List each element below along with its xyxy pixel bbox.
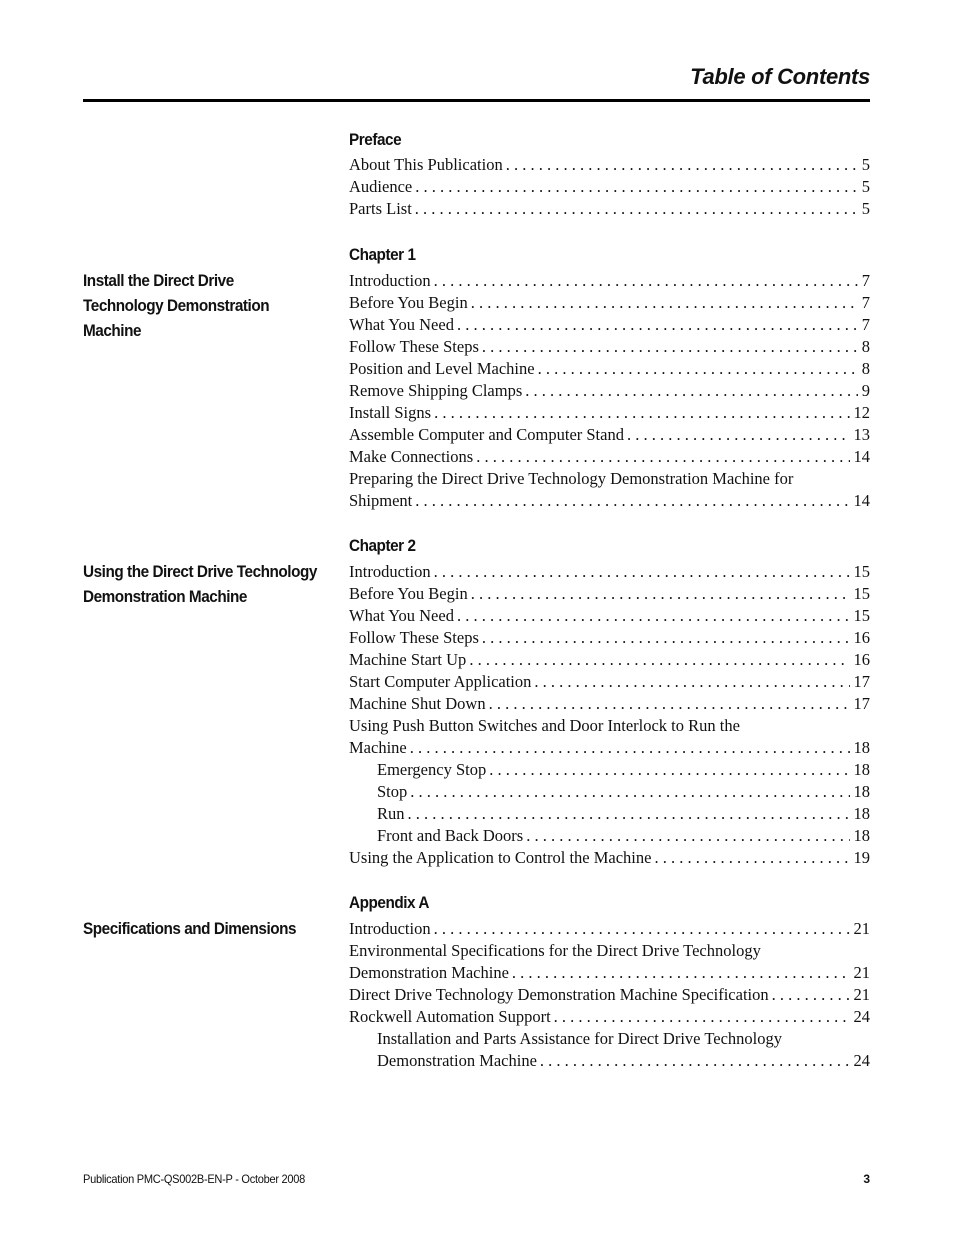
- dot-leader: [410, 737, 850, 759]
- toc-entry[interactable]: [349, 446, 870, 468]
- entry-label: Position and Level Machine: [349, 359, 535, 378]
- entry-label: Installation and Parts Assistance for Direct Drive Technology: [377, 1029, 782, 1048]
- toc-entry[interactable]: [349, 314, 870, 336]
- toc-entry[interactable]: [349, 561, 870, 583]
- toc-entry[interactable]: [349, 292, 870, 314]
- section-heading: Chapter 1: [349, 245, 416, 264]
- toc-entry[interactable]: [349, 583, 870, 605]
- entry-list: [349, 918, 870, 1072]
- dot-leader: [534, 671, 849, 693]
- dot-leader: [408, 803, 850, 825]
- dot-leader: [434, 561, 850, 583]
- toc-subentry[interactable]: [349, 803, 870, 825]
- dot-leader: [538, 358, 858, 380]
- entry-label: Introduction: [349, 919, 431, 938]
- entry-page: 5: [861, 177, 870, 196]
- entry-page: 13: [853, 425, 870, 444]
- dot-leader: [482, 336, 858, 358]
- entry-page: 15: [853, 584, 870, 603]
- chapter-title: [83, 268, 326, 343]
- dot-leader: [471, 292, 858, 314]
- chapter-title-line: Demonstration Machine: [83, 587, 247, 606]
- entry-page: 7: [861, 315, 870, 334]
- toc-entry[interactable]: [349, 940, 870, 984]
- entry-label: Environmental Specifications for the Direct Drive Technology: [349, 941, 761, 960]
- dot-leader: [476, 446, 849, 468]
- chapter-title-line: Using the Direct Drive Technology: [83, 562, 317, 581]
- entry-page: 21: [853, 919, 870, 938]
- entry-label: What You Need: [349, 606, 454, 625]
- entry-page: 18: [853, 738, 870, 757]
- entry-label: Make Connections: [349, 447, 474, 466]
- toc-entry[interactable]: [349, 424, 870, 446]
- entry-label-continued: Demonstration Machine: [349, 963, 509, 982]
- entry-label: Before You Begin: [349, 293, 468, 312]
- entry-page: 12: [853, 403, 870, 422]
- entry-page: 21: [853, 963, 870, 982]
- entry-label: Stop: [377, 782, 408, 801]
- dot-leader: [489, 693, 850, 715]
- entry-page: 15: [853, 606, 870, 625]
- entry-page: 14: [853, 491, 870, 510]
- toc-subentry[interactable]: [349, 825, 870, 847]
- dot-leader: [540, 1050, 850, 1072]
- toc-subentry[interactable]: [349, 1028, 870, 1072]
- entry-page: 14: [853, 447, 870, 466]
- entry-list: [349, 270, 870, 512]
- dot-leader: [434, 402, 849, 424]
- toc-entry[interactable]: [349, 336, 870, 358]
- dot-leader: [469, 649, 849, 671]
- toc-entry[interactable]: [349, 918, 870, 940]
- entry-label: Machine Shut Down: [349, 694, 486, 713]
- entry-page: 8: [861, 337, 870, 356]
- entry-label: Start Computer Application: [349, 672, 532, 691]
- chapter-title: [83, 916, 326, 941]
- entry-label: About This Publication: [349, 155, 503, 174]
- toc-subentry[interactable]: [349, 759, 870, 781]
- entry-label: Install Signs: [349, 403, 432, 422]
- entry-page: 18: [853, 782, 870, 801]
- dot-leader: [554, 1006, 850, 1028]
- section-heading: Chapter 2: [349, 536, 416, 555]
- entry-label: Remove Shipping Clamps: [349, 381, 523, 400]
- entry-label: Front and Back Doors: [377, 826, 524, 845]
- dot-leader: [457, 605, 850, 627]
- entry-label-continued: Shipment: [349, 491, 413, 510]
- toc-entry[interactable]: [349, 649, 870, 671]
- dot-leader: [471, 583, 850, 605]
- dot-leader: [415, 198, 858, 220]
- chapter-title-line: Machine: [83, 321, 142, 340]
- entry-page: 24: [853, 1007, 870, 1026]
- entry-list: [349, 154, 870, 220]
- entry-label: Audience: [349, 177, 413, 196]
- entry-page: 9: [861, 381, 870, 400]
- entry-page: 15: [853, 562, 870, 581]
- entry-page: 16: [853, 650, 870, 669]
- dot-leader: [415, 490, 849, 512]
- dot-leader: [654, 847, 849, 869]
- footer-publication: Publication PMC-QS002B-EN-P - October 2008: [83, 1172, 305, 1186]
- toc-entry[interactable]: [349, 847, 870, 869]
- entry-page: 19: [853, 848, 870, 867]
- entry-page: 17: [853, 672, 870, 691]
- entry-label-continued: Demonstration Machine: [377, 1051, 537, 1070]
- entry-label: Using the Application to Control the Machine: [349, 848, 652, 867]
- entry-page: 17: [853, 694, 870, 713]
- toc-entry[interactable]: [349, 693, 870, 715]
- entry-label: Parts List: [349, 199, 412, 218]
- dot-leader: [506, 154, 858, 176]
- entry-label: Machine Start Up: [349, 650, 467, 669]
- entry-page: 18: [853, 826, 870, 845]
- toc-entry[interactable]: [349, 198, 870, 220]
- entry-page: 7: [861, 271, 870, 290]
- toc-entry[interactable]: [349, 468, 870, 512]
- entry-label: Introduction: [349, 562, 431, 581]
- dot-leader: [434, 918, 850, 940]
- toc-entry[interactable]: [349, 627, 870, 649]
- entry-label: Run: [377, 804, 405, 823]
- toc-entry[interactable]: [349, 380, 870, 402]
- toc-entry[interactable]: [349, 984, 870, 1006]
- section-heading: Appendix A: [349, 893, 429, 912]
- entry-label-continued: Machine: [349, 738, 407, 757]
- entry-label: Introduction: [349, 271, 431, 290]
- toc-entry[interactable]: [349, 358, 870, 380]
- entry-label: Using Push Button Switches and Door Interlock to Run the: [349, 716, 740, 735]
- toc-entry[interactable]: [349, 1006, 870, 1028]
- dot-leader: [512, 962, 850, 984]
- footer-page-number: 3: [863, 1172, 870, 1186]
- entry-label: Emergency Stop: [377, 760, 487, 779]
- entry-label: Follow These Steps: [349, 337, 479, 356]
- toc-entry[interactable]: [349, 402, 870, 424]
- dot-leader: [415, 176, 858, 198]
- entry-page: 21: [853, 985, 870, 1004]
- entry-page: 7: [861, 293, 870, 312]
- entry-page: 18: [853, 760, 870, 779]
- toc-entry[interactable]: [349, 671, 870, 693]
- entry-label: What You Need: [349, 315, 454, 334]
- entry-label: Rockwell Automation Support: [349, 1007, 551, 1026]
- dot-leader: [410, 781, 849, 803]
- toc-entry[interactable]: [349, 154, 870, 176]
- dot-leader: [482, 627, 850, 649]
- entry-page: 24: [853, 1051, 870, 1070]
- dot-leader: [525, 380, 858, 402]
- toc-entry[interactable]: [349, 715, 870, 759]
- entry-label: Before You Begin: [349, 584, 468, 603]
- entry-page: 18: [853, 804, 870, 823]
- dot-leader: [434, 270, 858, 292]
- toc-subentry[interactable]: [349, 781, 870, 803]
- entry-label: Preparing the Direct Drive Technology Demonstration Machine for: [349, 469, 794, 488]
- entry-page: 16: [853, 628, 870, 647]
- dot-leader: [489, 759, 849, 781]
- chapter-title: [83, 559, 326, 609]
- dot-leader: [457, 314, 858, 336]
- chapter-title-line: Specifications and Dimensions: [83, 919, 297, 938]
- dot-leader: [627, 424, 850, 446]
- dot-leader: [772, 984, 850, 1006]
- chapter-title-line: Technology Demonstration: [83, 296, 270, 315]
- entry-label: Follow These Steps: [349, 628, 479, 647]
- entry-page: 5: [861, 155, 870, 174]
- toc-entry[interactable]: [349, 270, 870, 292]
- section-heading: Preface: [349, 130, 402, 149]
- entry-label: Assemble Computer and Computer Stand: [349, 425, 624, 444]
- dot-leader: [526, 825, 849, 847]
- chapter-title-line: Install the Direct Drive: [83, 271, 234, 290]
- title-divider: [83, 99, 870, 102]
- entry-list: [349, 561, 870, 869]
- entry-label: Direct Drive Technology Demonstration Machine Specification: [349, 985, 769, 1004]
- page-title: Table of Contents: [690, 64, 870, 89]
- toc-entry[interactable]: [349, 176, 870, 198]
- entry-page: 8: [861, 359, 870, 378]
- toc-entry[interactable]: [349, 605, 870, 627]
- entry-page: 5: [861, 199, 870, 218]
